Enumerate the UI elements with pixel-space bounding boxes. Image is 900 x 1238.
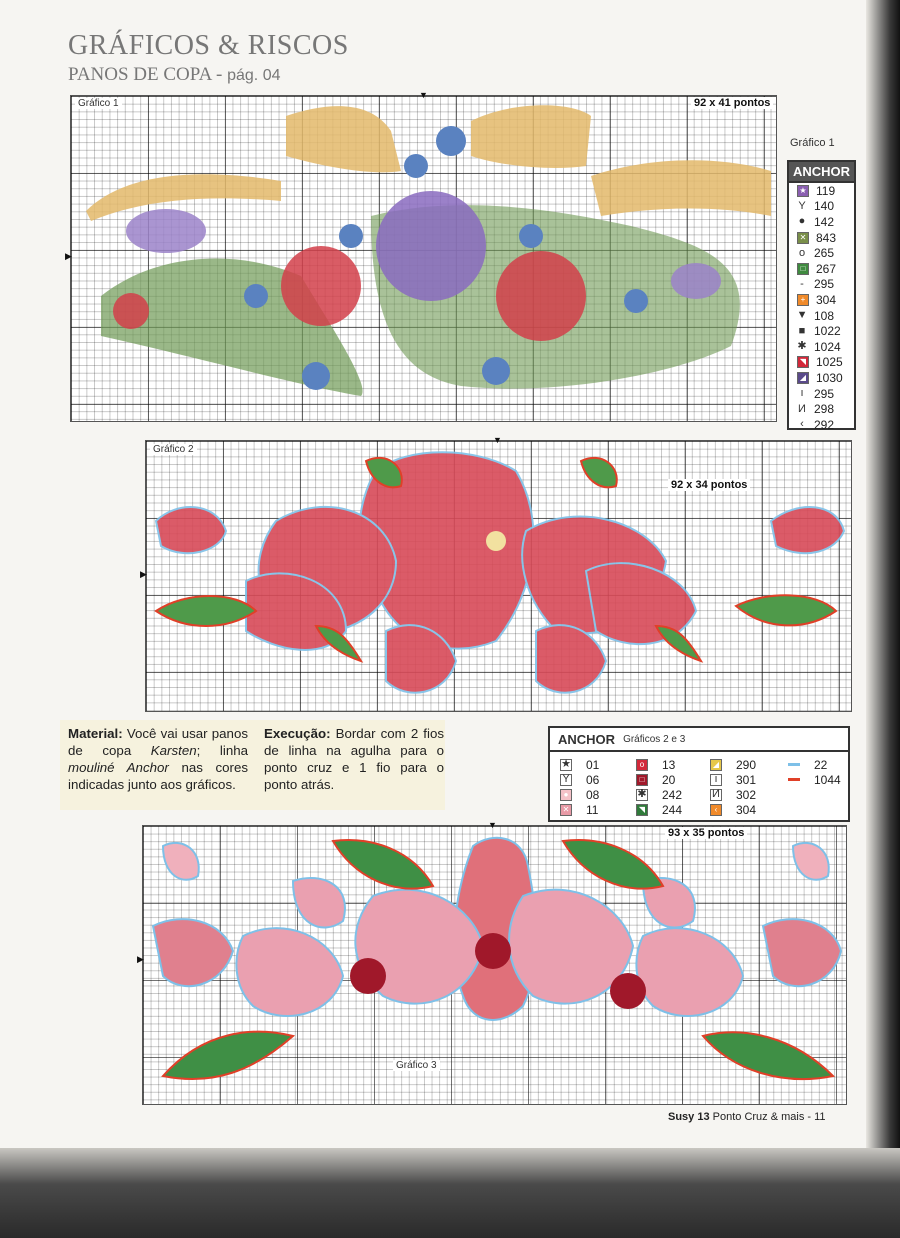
legend-2-row [710,772,756,787]
chart-1-grid [65,90,777,422]
material-text-3: nas cores indicadas junto aos gráficos. [68,760,249,792]
execution-paragraph [264,725,444,793]
legend-2-code: 244 [662,802,683,817]
legend-1-swatch: - [800,277,804,290]
legend-1-row [789,261,854,277]
legend-2-row [560,757,599,772]
legend-2-row [710,802,756,817]
subtitle-text: PANOS DE COPA [68,64,212,85]
page-reference: pág. 04 [227,67,281,84]
legend-2-row [636,757,675,772]
legend-1-swatch: ▼ [796,309,808,322]
legend-1-swatch: ■ [798,324,806,337]
legend-2-code: 08 [586,787,600,802]
legend-1-swatch: ‹ [800,418,804,431]
legend-2-row [560,802,598,817]
execution-text: Bordar com 2 fios de linha na agulha para o ponto cruz e 1 fio para o ponto atrás. [264,726,444,792]
legend-2-code: 304 [736,802,757,817]
chart-1-label: Gráfico 1 [75,98,122,109]
legend-1-code: 304 [816,292,837,307]
material-text-1: Você vai usar panos de copa [68,726,248,758]
legend-2-swatch: ◥ [636,804,648,816]
legend-2-row [560,787,599,802]
chart-1-middle-marker: ▶ [65,251,72,261]
legend-2-swatch: ✱ [637,788,647,800]
chart-2-center-marker: ▼ [493,435,502,445]
material-brand-1: Karsten [150,743,197,758]
legend-1-swatch: ✱ [797,340,807,353]
page-bottom-shadow [0,1148,900,1238]
legend-2-code: 301 [736,772,757,787]
legend-1-row [789,199,854,215]
legend-2-swatch: ✕ [560,804,572,816]
legend-1-code: 295 [814,386,835,401]
legend-2-code: 11 [586,802,599,817]
legend-2-code: 302 [736,787,757,802]
chart-3-center-marker: ▼ [488,820,497,830]
legend-2-row [636,802,682,817]
legend-1-row [789,323,854,339]
legend-1-row [789,401,854,417]
legend-1-row [789,277,854,293]
chart-2-grid [140,435,852,712]
subtitle-separator: - [216,64,228,85]
chart-2-dimensions: 92 x 34 pontos [668,479,750,491]
legend-2-row [788,757,827,772]
legend-1-row [789,245,854,261]
legend-2-code: 290 [736,757,757,772]
legend-2-backstitch-swatch [788,763,800,766]
legend-2-code: 06 [586,772,600,787]
legend-1-code: 108 [814,308,835,323]
page-footer [668,1111,826,1123]
legend-1-caption: Gráfico 1 [790,137,835,149]
legend-1-swatch: Y [798,199,806,212]
page-edge-shadow [866,0,900,1238]
material-paragraph [68,725,248,793]
legend-1 [787,160,856,430]
material-label: Material: [68,726,123,741]
chart-3-dimensions: 93 x 35 pontos [665,827,747,839]
legend-2-code: 20 [662,772,676,787]
execution-label: Execução: [264,726,331,741]
legend-1-code: 267 [816,261,837,276]
legend-2-swatch: ı [710,774,722,786]
legend-2-code: 01 [586,757,600,772]
material-brand-2: mouliné Anchor [68,760,169,775]
chart-1-dimensions: 92 x 41 pontos [691,97,773,109]
legend-2-caption: Gráficos 2 e 3 [623,733,686,745]
legend-1-swatch: o [798,246,806,259]
page-subtitle [68,64,281,86]
legend-2-code: 13 [662,757,676,772]
legend-1-code: 298 [814,402,835,417]
legend-1-brand: ANCHOR [789,162,854,183]
legend-1-row [789,214,854,230]
legend-1-swatch: ◥ [797,356,809,368]
chart-2-middle-marker: ▶ [140,569,147,579]
chart-3-label: Gráfico 3 [393,1060,440,1071]
legend-2-swatch: Y [560,774,572,786]
legend-2-row [788,772,841,787]
legend-1-swatch: + [797,294,809,306]
legend-2-swatch: ‹ [710,804,722,816]
legend-1-swatch: ✕ [797,232,809,244]
legend-1-row [789,417,854,433]
legend-1-row [789,183,854,199]
legend-2-backstitch-swatch [788,778,800,781]
legend-1-code: 295 [814,277,835,292]
chart-3-middle-marker: ▶ [137,954,144,964]
legend-1-code: 1030 [816,370,843,385]
chart-3-grid [137,820,847,1105]
legend-2-row [710,787,756,802]
legend-2-swatch: o [636,759,648,771]
legend-1-code: 292 [814,417,835,432]
material-text-2: ; linha [196,743,248,758]
legend-1-code: 140 [814,199,835,214]
legend-1-swatch: ı [800,387,804,400]
legend-1-row [789,292,854,308]
legend-1-code: 1022 [814,324,841,339]
legend-1-code: 1024 [814,339,841,354]
legend-2-row [636,787,682,802]
legend-2-swatch: И [710,789,722,801]
legend-2-swatch: ◢ [710,759,722,771]
legend-2-row [560,772,599,787]
legend-1-code: 265 [814,246,835,261]
legend-1-swatch: □ [797,263,809,275]
footer-magazine: Susy 13 [668,1111,710,1123]
legend-2 [548,726,850,822]
chart-3-artwork [143,826,846,1104]
chart-1-artwork [71,96,776,421]
legend-2-code: 242 [662,787,683,802]
legend-1-row [789,308,854,324]
legend-1-swatch: ◢ [797,372,809,384]
legend-1-code: 119 [816,183,836,198]
legend-2-swatch: □ [636,774,648,786]
legend-2-code: 22 [814,757,828,772]
legend-1-code: 843 [816,230,837,245]
chart-1-center-marker: ▼ [419,90,428,100]
legend-2-swatch: ● [560,789,572,801]
legend-1-row [789,386,854,402]
chart-2-label: Gráfico 2 [150,444,197,455]
legend-2-code: 1044 [814,772,841,787]
legend-1-row [789,230,854,246]
footer-tail: Ponto Cruz & mais - 11 [709,1111,826,1123]
legend-1-swatch: ★ [797,185,809,197]
legend-1-row [789,339,854,355]
legend-2-brand: ANCHOR [558,731,616,747]
legend-1-code: 1025 [816,355,843,370]
legend-1-rows [789,183,854,433]
legend-2-swatch: ★ [561,758,571,770]
page-title: GRÁFICOS & RISCOS [68,30,349,61]
legend-1-row [789,370,854,386]
legend-1-code: 142 [814,214,835,229]
legend-1-swatch: И [798,402,806,415]
legend-2-row [636,772,675,787]
legend-2-row [710,757,756,772]
legend-1-row [789,355,854,371]
legend-2-header [550,728,848,752]
legend-1-swatch: ● [798,215,806,228]
